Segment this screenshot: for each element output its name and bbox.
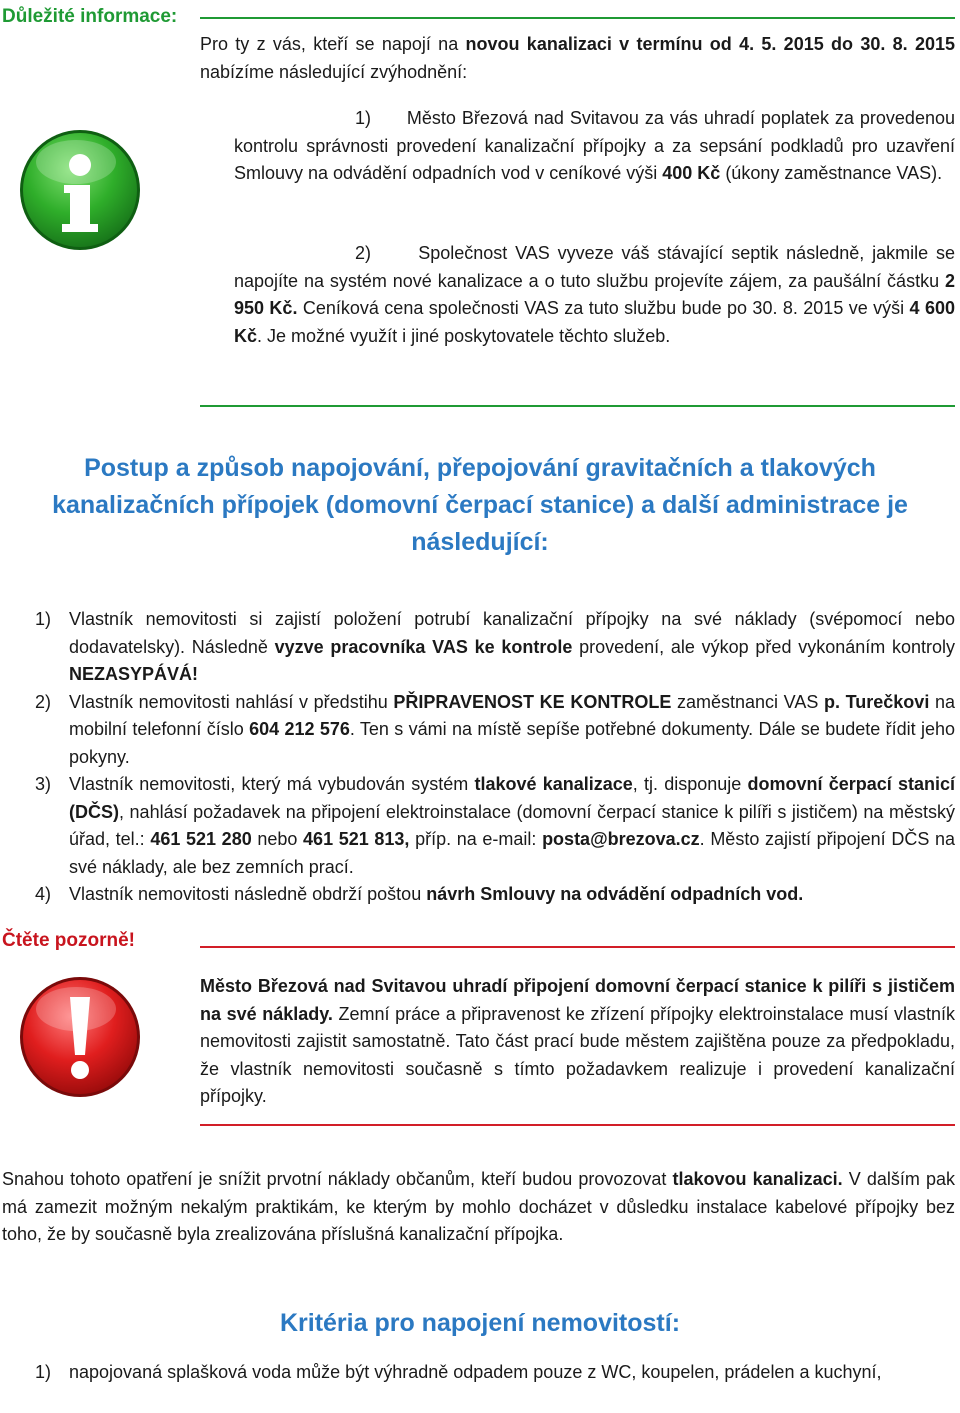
warning-divider-bottom [200, 1124, 955, 1126]
email-link[interactable]: posta@brezova.cz [542, 829, 700, 849]
warning-divider-top [200, 946, 955, 948]
info-label: Důležité informace: [2, 6, 178, 27]
exclamation-warning-icon [18, 975, 142, 1099]
warning-text: Město Březová nad Svitavou uhradí připojení domovní čerpací stanice k pilíři s jističem na své náklady. Zemní práce a připravenost ke zřízení přípojky elektroinstalace musí vlastník nemovitosti zajistit samostatně. Tato část prací bude městem zajištěna pouze za předpokladu, že vlastník nemovitosti současně s tímto požadavkem realizuje i provedení kanalizační přípojky. [200, 976, 955, 1106]
criteria-list [35, 1359, 955, 1387]
warning-label: Čtěte pozorně! [2, 930, 135, 951]
info-divider-top [200, 17, 955, 19]
info-benefit-1: 1) Město Březová nad Svitavou za vás uhradí poplatek za provedenou kontrolu správnosti provedení kanalizační přípojky a za sepsání podkladů pro uzavření Smlouvy na odvádění odpadních vod v ceníkové výši 400 Kč (úkony zaměstnance VAS). [234, 108, 955, 183]
info-benefit-2: 2) Společnost VAS vyveze váš stávající septik následně, jakmile se napojíte na systém nové kanalizace a o tuto službu projevíte zájem, za paušální částku 2 950 Kč. Ceníková cena společnosti VAS za tuto službu bude po 30. 8. 2015 ve výši 4 600 Kč. Je možné využít i jiné poskytovatele těchto služeb. [234, 243, 955, 346]
closing-paragraph: Snahou tohoto opatření je snížit prvotní náklady občanům, kteří budou provozovat tlakovou kanalizaci. V dalším pak má zamezit možným nekalým praktikám, ke kterým by mohlo docházet v důsledku instalace kabelové přípojky bez toho, že by současně byla zrealizována příslušná kanalizační přípojka. [2, 1169, 955, 1244]
info-intro: Pro ty z vás, kteří se napojí na novou kanalizaci v termínu od 4. 5. 2015 do 30. 8. 2015 nabízíme následující zvýhodnění: [200, 34, 955, 82]
procedure-step: 3) Vlastník nemovitosti, který má vybudován systém tlakové kanalizace, tj. disponuje domovní čerpací stanicí (DČS), nahlásí požadavek na připojení elektroinstalace (domovní čerpací stanice k pilíři s jističem) na městský úřad, tel.: 461 521 280 nebo 461 521 813, příp. na e-mail: posta@brezova.cz. Město zajistí připojení DČS na své náklady, ale bez zemních prací. [35, 774, 955, 877]
procedure-heading: Postup a způsob napojování, přepojování gravitačních a tlakových kanalizačních přípojek (domovní čerpací stanice) a další administrace je následující: [52, 454, 908, 556]
info-icon [18, 128, 142, 252]
procedure-step: 4) Vlastník nemovitosti následně obdrží poštou návrh Smlouvy na odvádění odpadních vod. [35, 884, 804, 904]
procedure-step: 1) Vlastník nemovitosti si zajistí položení potrubí kanalizační přípojky na své náklady (svépomocí nebo dodavatelsky). Následně vyzve pracovníka VAS ke kontrole provedení, ale výkop před vykonáním kontroly NEZASYPÁVÁ! [35, 609, 955, 684]
criteria-heading: Kritéria pro napojení nemovitostí: [279, 1309, 681, 1337]
criteria-item: 1) napojovaná splašková voda může být výhradně odpadem pouze z WC, koupelen, prádelen a kuchyní, [35, 1362, 882, 1382]
procedure-step: 2) Vlastník nemovitosti nahlásí v předstihu PŘIPRAVENOST KE KONTROLE zaměstnanci VAS p. Turečkovi na mobilní telefonní číslo 604 212 576. Ten s vámi na místě sepíše potřebné dokumenty. Dále se budete řídit jeho pokyny. [35, 691, 955, 767]
info-divider-bottom [200, 405, 955, 407]
procedure-steps [35, 606, 955, 909]
